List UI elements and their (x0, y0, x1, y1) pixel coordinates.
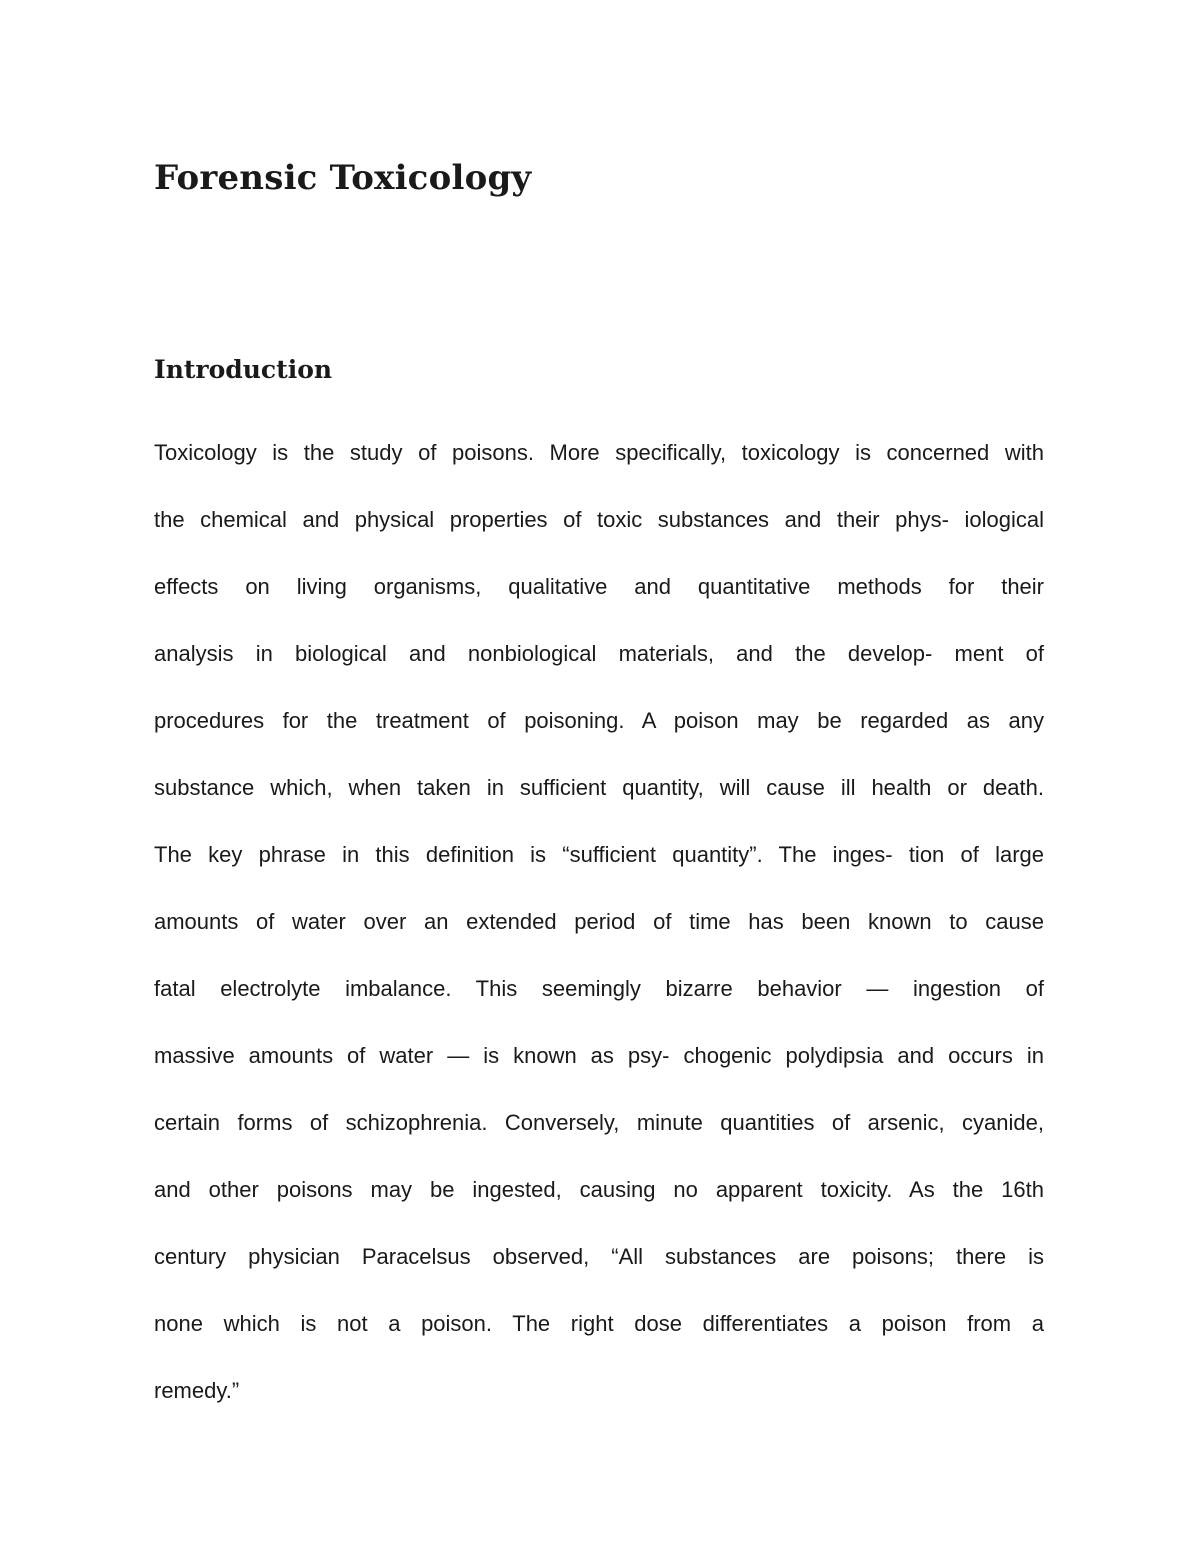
paragraph-line: Toxicology is the study of poisons. More specifically, toxicology is concerned with (154, 440, 1044, 465)
paragraph-line: amounts of water over an extended period of time has been known to cause (154, 909, 1044, 934)
paragraph-line: and other poisons may be ingested, causing no apparent toxicity. As the 16th (154, 1177, 1044, 1202)
paragraph-line: effects on living organisms, qualitative and quantitative methods for their (154, 574, 1044, 599)
paragraph-line: fatal electrolyte imbalance. This seemingly bizarre behavior — ingestion of (154, 976, 1044, 1001)
paragraph-line: The key phrase in this definition is “sufficient quantity”. The inges- tion of large (154, 842, 1044, 867)
paragraph-line: century physician Paracelsus observed, “All substances are poisons; there is (154, 1244, 1044, 1269)
introduction-paragraph (154, 419, 1044, 1424)
document-title: Forensic Toxicology (154, 158, 532, 198)
paragraph-line: analysis in biological and nonbiological materials, and the develop- ment of (154, 641, 1044, 666)
paragraph-line: massive amounts of water — is known as psy- chogenic polydipsia and occurs in (154, 1043, 1044, 1068)
paragraph-line: remedy.” (154, 1378, 240, 1403)
paragraph-line: certain forms of schizophrenia. Conversely, minute quantities of arsenic, cyanide, (154, 1110, 1044, 1135)
paragraph-line: substance which, when taken in sufficient quantity, will cause ill health or death. (154, 775, 1044, 800)
section-heading-introduction: Introduction (154, 355, 333, 384)
paragraph-line: the chemical and physical properties of toxic substances and their phys- iological (154, 507, 1044, 532)
paragraph-line: none which is not a poison. The right dose differentiates a poison from a (154, 1311, 1044, 1336)
paragraph-line: procedures for the treatment of poisoning. A poison may be regarded as any (154, 708, 1044, 733)
